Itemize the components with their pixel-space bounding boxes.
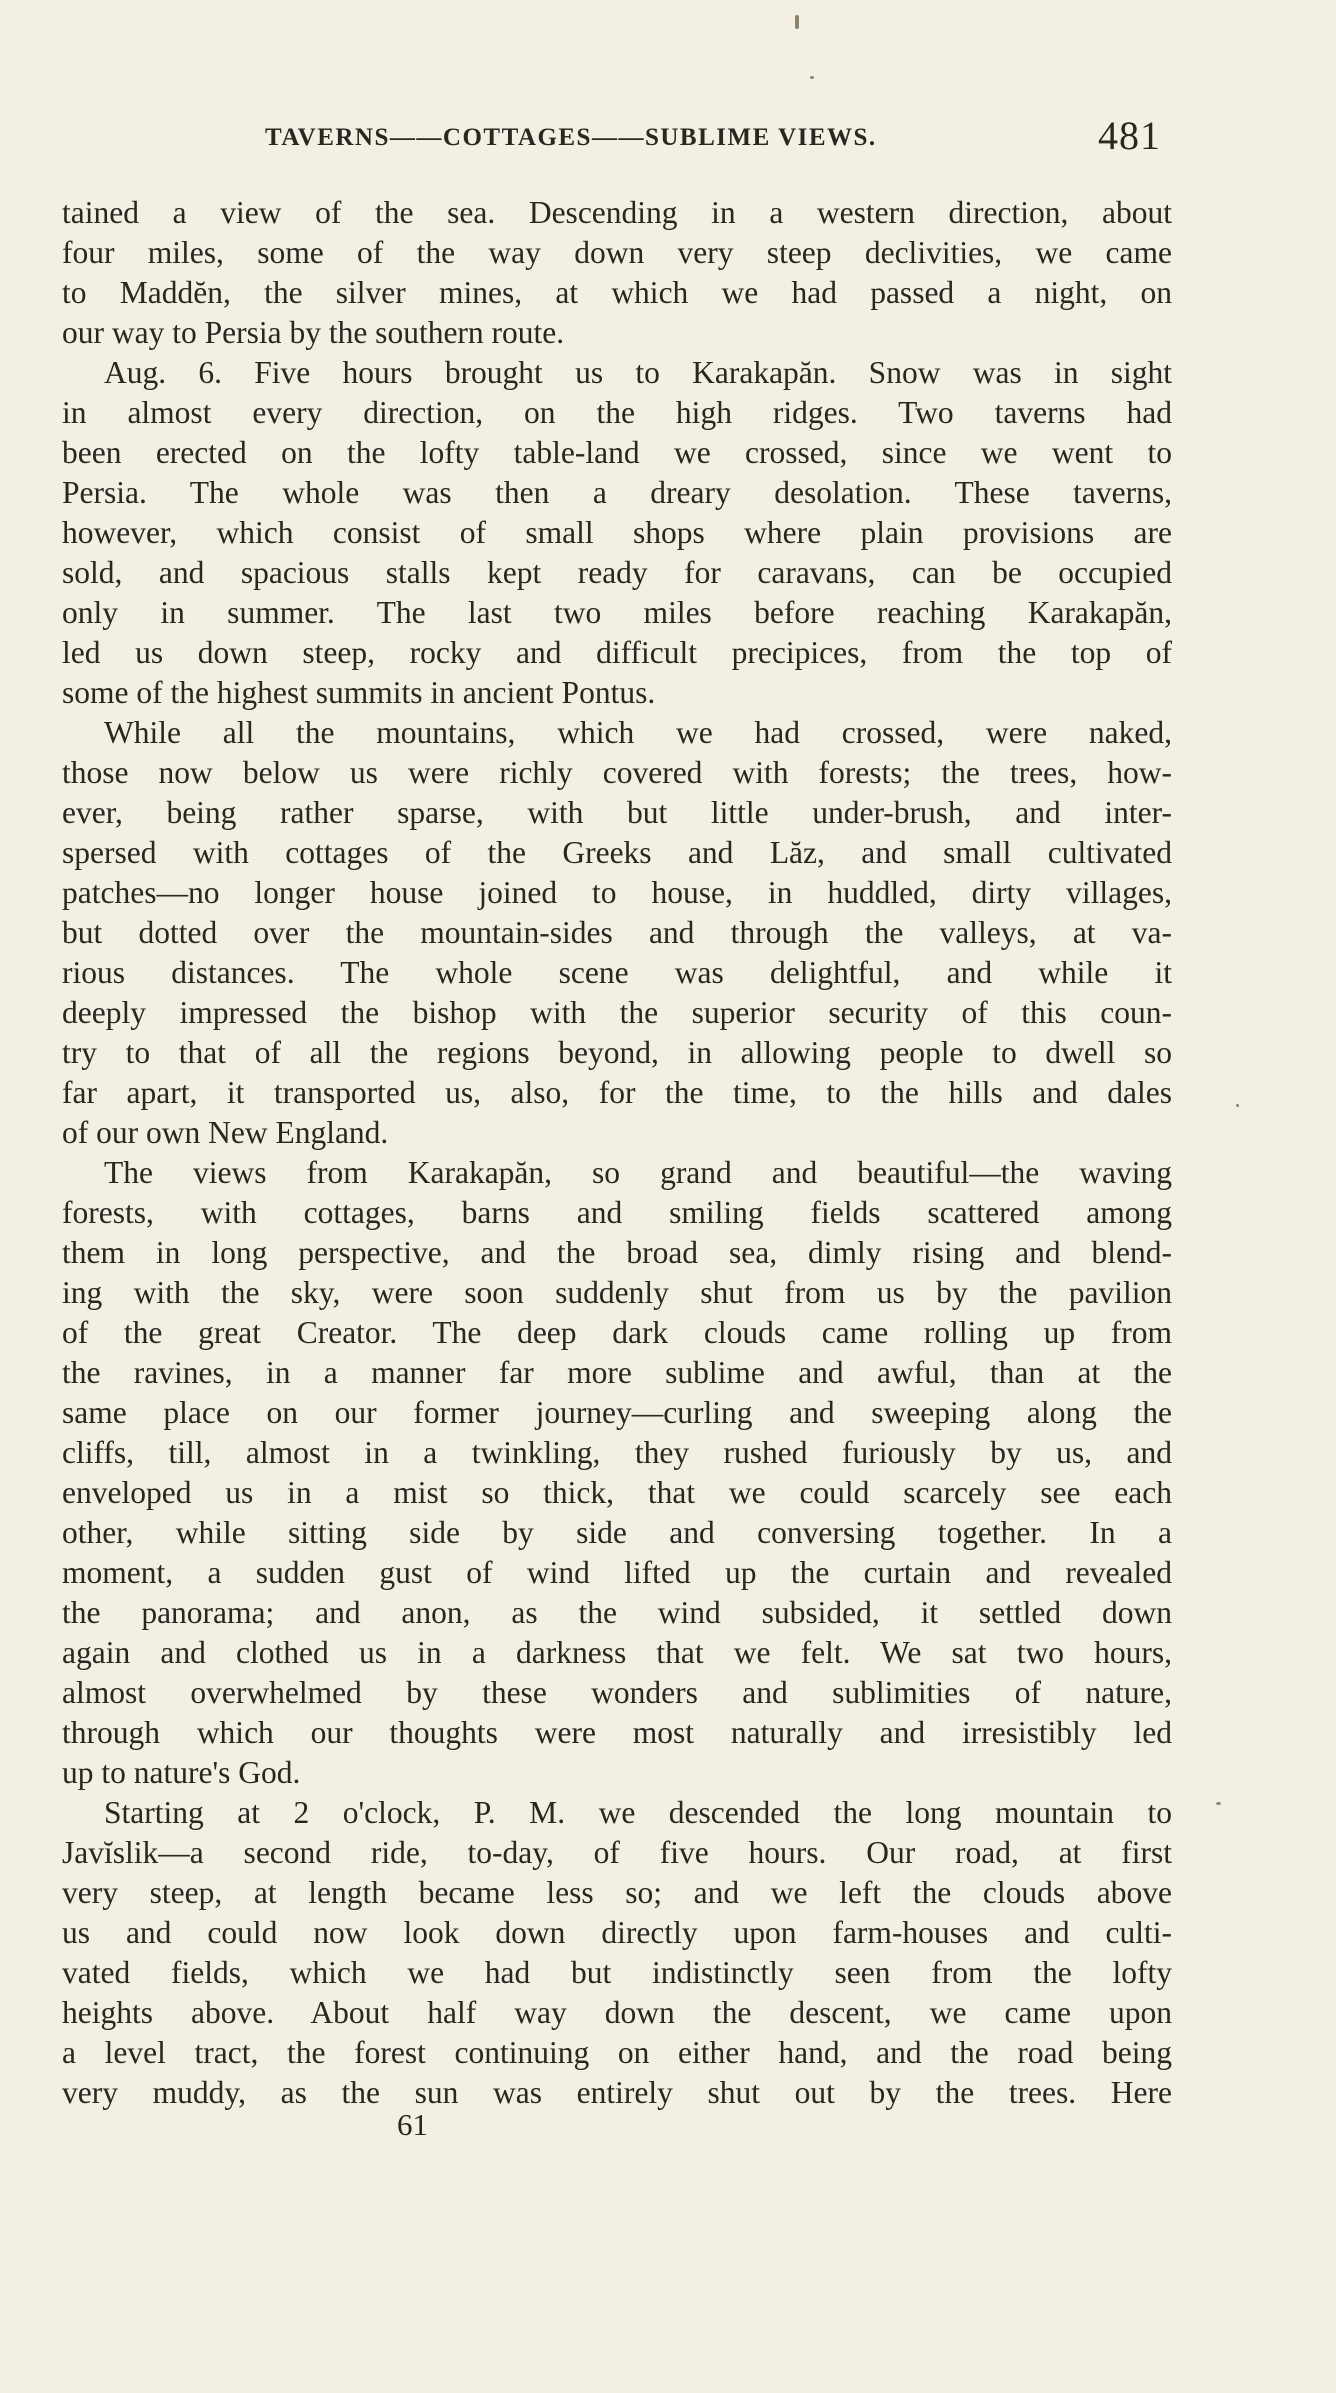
text-line: heights above. About half way down the descent, we came upon: [62, 1995, 1172, 2030]
text-line: deeply impressed the bishop with the superior security of this coun-: [62, 995, 1172, 1030]
text-line: rious distances. The whole scene was delightful, and while it: [62, 955, 1172, 990]
text-line: enveloped us in a mist so thick, that we could scarcely see each: [62, 1475, 1172, 1510]
text-line: patches—no longer house joined to house, in huddled, dirty villages,: [62, 875, 1172, 910]
text-line: ever, being rather sparse, with but little under-brush, and inter-: [62, 795, 1172, 830]
paper-speck: [1236, 1104, 1239, 1107]
text-line: cliffs, till, almost in a twinkling, they rushed furiously by us, and: [62, 1435, 1172, 1470]
text-line: Starting at 2 o'clock, P. M. we descended the long mountain to: [104, 1795, 1172, 1830]
text-line: Persia. The whole was then a dreary desolation. These taverns,: [62, 475, 1172, 510]
text-line: very muddy, as the sun was entirely shut out by the trees. Here: [62, 2075, 1172, 2110]
running-head: TAVERNS——COTTAGES——SUBLIME VIEWS.: [265, 124, 877, 151]
text-line: moment, a sudden gust of wind lifted up the curtain and revealed: [62, 1555, 1172, 1590]
text-line: tained a view of the sea. Descending in a western direction, about: [62, 195, 1172, 230]
text-line: other, while sitting side by side and conversing together. In a: [62, 1515, 1172, 1550]
text-line: the ravines, in a manner far more sublime and awful, than at the: [62, 1355, 1172, 1390]
text-line: almost overwhelmed by these wonders and sublimities of nature,: [62, 1675, 1172, 1710]
paper-speck: [795, 15, 799, 29]
signature-mark: 61: [397, 2107, 428, 2142]
body-text: [62, 193, 1172, 2113]
text-line: the panorama; and anon, as the wind subsided, it settled down: [62, 1595, 1172, 1630]
text-line: again and clothed us in a darkness that we felt. We sat two hours,: [62, 1635, 1172, 1670]
text-line: our way to Persia by the southern route.: [62, 315, 565, 350]
text-line: The views from Karakapăn, so grand and beautiful—the waving: [104, 1155, 1172, 1190]
text-line: spersed with cottages of the Greeks and Lăz, and small cultivated: [62, 835, 1172, 870]
paper-speck: [810, 76, 814, 79]
text-line: of the great Creator. The deep dark clouds came rolling up from: [62, 1315, 1172, 1350]
text-line: some of the highest summits in ancient Pontus.: [62, 675, 656, 710]
text-line: very steep, at length became less so; and we left the clouds above: [62, 1875, 1172, 1910]
text-line: ing with the sky, were soon suddenly shut from us by the pavilion: [62, 1275, 1172, 1310]
text-line: those now below us were richly covered with forests; the trees, how-: [62, 755, 1172, 790]
text-line: in almost every direction, on the high ridges. Two taverns had: [62, 395, 1172, 430]
text-line: but dotted over the mountain-sides and through the valleys, at va-: [62, 915, 1172, 950]
text-line: same place on our former journey—curling and sweeping along the: [62, 1395, 1172, 1430]
text-line: of our own New England.: [62, 1115, 389, 1150]
text-line: been erected on the lofty table-land we crossed, since we went to: [62, 435, 1172, 470]
text-line: four miles, some of the way down very steep declivities, we came: [62, 235, 1172, 270]
text-line: a level tract, the forest continuing on either hand, and the road being: [62, 2035, 1172, 2070]
page-number: 481: [1098, 113, 1161, 158]
text-line: While all the mountains, which we had crossed, were naked,: [104, 715, 1172, 750]
text-line: them in long perspective, and the broad sea, dimly rising and blend-: [62, 1235, 1172, 1270]
text-line: far apart, it transported us, also, for the time, to the hills and dales: [62, 1075, 1172, 1110]
text-line: to Maddĕn, the silver mines, at which we had passed a night, on: [62, 275, 1172, 310]
text-line: led us down steep, rocky and difficult precipices, from the top of: [62, 635, 1172, 670]
text-line: Javĭslik—a second ride, to-day, of five hours. Our road, at first: [62, 1835, 1172, 1870]
text-line: try to that of all the regions beyond, in allowing people to dwell so: [62, 1035, 1172, 1070]
text-line: forests, with cottages, barns and smiling fields scattered among: [62, 1195, 1172, 1230]
paper-speck: [1216, 1802, 1221, 1805]
text-line: only in summer. The last two miles before reaching Karakapăn,: [62, 595, 1172, 630]
text-line: Aug. 6. Five hours brought us to Karakapăn. Snow was in sight: [104, 355, 1172, 390]
text-line: through which our thoughts were most naturally and irresistibly led: [62, 1715, 1172, 1750]
text-line: sold, and spacious stalls kept ready for caravans, can be occupied: [62, 555, 1172, 590]
text-line: however, which consist of small shops where plain provisions are: [62, 515, 1172, 550]
text-line: vated fields, which we had but indistinctly seen from the lofty: [62, 1955, 1172, 1990]
text-line: us and could now look down directly upon farm-houses and culti-: [62, 1915, 1172, 1950]
text-line: up to nature's God.: [62, 1755, 301, 1790]
